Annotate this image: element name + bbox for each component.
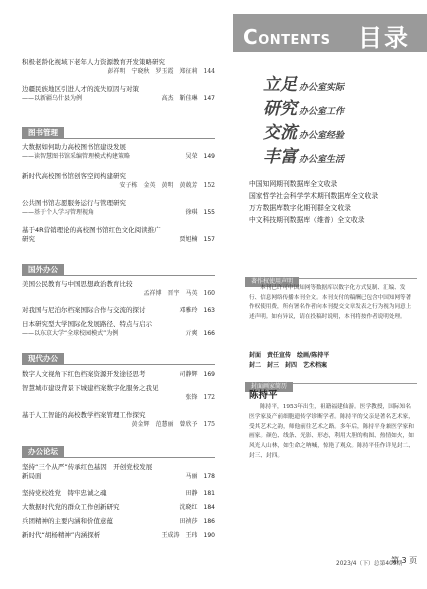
toc-entry[interactable] xyxy=(22,320,215,338)
toc-page: 166 xyxy=(203,330,215,337)
toc-page: 190 xyxy=(203,532,215,539)
artist-name: 陈持平 xyxy=(249,390,278,401)
slogan-line: 研究 办公室工作 xyxy=(263,99,345,119)
contents-rest: ONTENTS xyxy=(258,33,331,48)
issue-info: 2023/4（下）总第409期 xyxy=(336,561,403,567)
section-header xyxy=(22,353,215,365)
database-list xyxy=(249,178,378,226)
toc-page: 184 xyxy=(203,504,215,511)
toc-page: 181 xyxy=(203,490,215,497)
toc-authors: 沈晓红 xyxy=(179,504,198,511)
toc-authors: 司静辉 xyxy=(179,371,198,378)
toc-entry[interactable] xyxy=(22,58,215,76)
toc-entry[interactable] xyxy=(22,370,215,379)
toc-entry[interactable] xyxy=(22,143,215,161)
toc-title: 新时代高校图书馆创客空间构建研究 xyxy=(22,172,126,180)
toc-page: 160 xyxy=(203,290,215,297)
artist-bio: 陈持平，1953年出生，祖籍福建仙游。医学教授，国际知名医学家及产前细胞遗传学诊断学者。陈持平的父亲是著名艺术家，受其艺术之韵，师他前往艺术之路。多年后，陈持平身兼医学家和画家。颜色、线条、光影、形态，利用大胆的构图、热情如火，如风光人山林，如生命之呐喊，惊艳了观众。陈持平佳作详见封二、封三、封四。 xyxy=(249,404,414,459)
toc-title: 大数据时代党的群众工作创新研究 xyxy=(22,503,120,511)
toc-authors: 高杰 靳佳琳 xyxy=(161,95,198,102)
toc-entry[interactable] xyxy=(22,172,215,190)
toc-title: 坚持党校姓党 铸牢忠诚之魂 xyxy=(22,489,107,497)
toc-title-cont: 新局面 xyxy=(22,472,42,480)
credit-line: 封面 责任宣传 绘画/陈持平 xyxy=(249,352,330,359)
toc-page: 152 xyxy=(203,182,215,189)
toc-entry[interactable] xyxy=(22,306,215,315)
copyright-heading: 著作权使用声明 xyxy=(245,268,417,279)
toc-title: 兵团精神的主要内涵和价值意蕴 xyxy=(22,517,113,525)
mulu-heading: 目录 xyxy=(358,24,410,52)
toc-entry[interactable] xyxy=(22,463,215,481)
toc-page: 178 xyxy=(203,473,215,480)
slogan-line: 交流 办公室经验 xyxy=(263,123,345,143)
toc-title: 公共图书馆志愿服务运行与管理研究 xyxy=(22,199,126,207)
toc-page: 186 xyxy=(203,518,215,525)
toc-page: 163 xyxy=(203,307,215,314)
divider xyxy=(22,138,215,139)
right-column xyxy=(233,0,427,589)
toc-authors: 贾旭楠 xyxy=(179,236,198,243)
toc-page: 157 xyxy=(203,236,215,243)
toc-subtitle: ——以新疆乌什县为例 xyxy=(22,95,83,102)
toc-subtitle: ——以东京大学“全球校园模式”为例 xyxy=(22,330,119,337)
toc-authors: 田静 xyxy=(185,490,198,497)
toc-entry[interactable] xyxy=(22,280,215,298)
toc-authors: 亓爽 xyxy=(185,330,198,337)
database-item: 中国知网期刊数据库全文收录 xyxy=(249,180,338,188)
toc-entry[interactable] xyxy=(22,384,215,402)
toc-title: 对我国与尼泊尔档案国际合作与交流的探讨 xyxy=(22,306,146,314)
toc-title: 基于4R营销理论的高校图书馆红色文化阅读推广 xyxy=(22,226,161,234)
toc-page: 147 xyxy=(203,95,215,102)
toc-title: 坚持“三个从严”传承红色基因 开创党校发展 xyxy=(22,463,153,471)
toc-title: 数字人文视角下红色档案资源开发途径思考 xyxy=(22,370,146,378)
table-of-contents xyxy=(22,0,215,589)
credit-line: 封二 封三 封四 艺术档案 xyxy=(249,362,328,369)
toc-entry[interactable] xyxy=(22,411,215,429)
toc-authors: 安子栋 金英 黄明 黄兢芳 xyxy=(119,182,198,189)
section-label: 办公论坛 xyxy=(22,446,64,458)
toc-title: 基于人工智能的高校教学档案管理工作探究 xyxy=(22,411,146,419)
toc-title: 边疆民族地区引进人才的流失原因与对策 xyxy=(22,85,139,93)
copyright-notice: 本刊已许可中国知网等数据库以数字化方式复制、汇编、发行、信息网络传播本刊全文。本刊支付的稿酬已包含中国知网等著作权使用费，所有署名作者向本刊提交文章发表之行为视为同意上述声明。如有异议，请在投稿时说明，本刊将按作者说明处理。 xyxy=(249,285,412,320)
toc-title: 新时代“胡杨精神”内涵探析 xyxy=(22,531,101,539)
section-label: 国外办公 xyxy=(22,264,64,276)
section-header xyxy=(22,127,215,139)
section-header xyxy=(22,446,215,458)
toc-page: 144 xyxy=(203,68,215,75)
toc-entry[interactable] xyxy=(22,517,215,526)
toc-title: 智慧城市建设背景下城建档案数字化服务之我见 xyxy=(22,384,159,392)
section-label: 现代办公 xyxy=(22,353,64,365)
artist-heading: 封面画家简历 xyxy=(245,373,417,384)
toc-authors: 张锋 xyxy=(185,394,198,401)
toc-title: 大数据如何助力高校图书馆建设发展 xyxy=(22,143,126,151)
section-header xyxy=(22,264,215,276)
toc-entry[interactable] xyxy=(22,503,215,512)
toc-authors: 彭祥明 宁晓秋 罗玉霞 郑征莉 xyxy=(107,68,198,75)
toc-page: 172 xyxy=(203,394,215,401)
toc-authors: 吴荣 xyxy=(185,153,198,160)
page-number: 第 3 页 xyxy=(391,556,418,565)
toc-title: 美国公民教育与中国思想政治教育比较 xyxy=(22,280,133,288)
toc-entry[interactable] xyxy=(22,531,215,540)
toc-entry[interactable] xyxy=(22,85,215,103)
database-item: 中文科技期刊数据库（维普）全文收录 xyxy=(249,216,365,224)
toc-title: 积极老龄化视域下老年人力资源教育开发策略研究 xyxy=(22,58,165,66)
toc-authors: 田祯莎 xyxy=(179,518,198,525)
database-item: 万方数据库数字化期刊群全文收录 xyxy=(249,204,351,212)
slogan-line: 立足 办公室实际 xyxy=(263,75,345,95)
toc-page: 155 xyxy=(203,209,215,216)
toc-authors: 徐琪 xyxy=(185,209,198,216)
toc-entry[interactable] xyxy=(22,199,215,217)
contents-initial: C xyxy=(243,25,259,49)
database-item: 国家哲学社会科学学术期刊数据库全文收录 xyxy=(249,192,379,200)
toc-subtitle: ——读智慧图书馆采编管理模式构建策略 xyxy=(22,153,131,160)
section-label: 图书管理 xyxy=(22,127,64,139)
cover-credits xyxy=(249,351,329,371)
divider xyxy=(22,364,215,365)
divider xyxy=(22,275,215,276)
toc-authors: 邓雅玲 xyxy=(179,307,198,314)
toc-authors: 王成涛 王玮 xyxy=(161,532,198,539)
divider xyxy=(22,457,215,458)
contents-heading xyxy=(243,25,330,49)
toc-authors: 黄金辉 范慧丽 曾欣予 xyxy=(131,421,198,428)
toc-title-cont: 研究 xyxy=(22,235,35,243)
toc-subtitle: ——基于个人学习管理视角 xyxy=(22,209,95,216)
toc-entry[interactable] xyxy=(22,489,215,498)
toc-title: 日本研究型大学国际化发展路径、特点与启示 xyxy=(22,320,152,328)
toc-page: 149 xyxy=(203,153,215,160)
toc-authors: 孟祥博 晋宇 马英 xyxy=(143,290,198,297)
toc-authors: 马丽 xyxy=(185,473,198,480)
slogan-line: 丰富 办公室生活 xyxy=(263,147,345,167)
toc-page: 175 xyxy=(203,421,215,428)
toc-page: 169 xyxy=(203,371,215,378)
toc-entry[interactable] xyxy=(22,226,215,244)
